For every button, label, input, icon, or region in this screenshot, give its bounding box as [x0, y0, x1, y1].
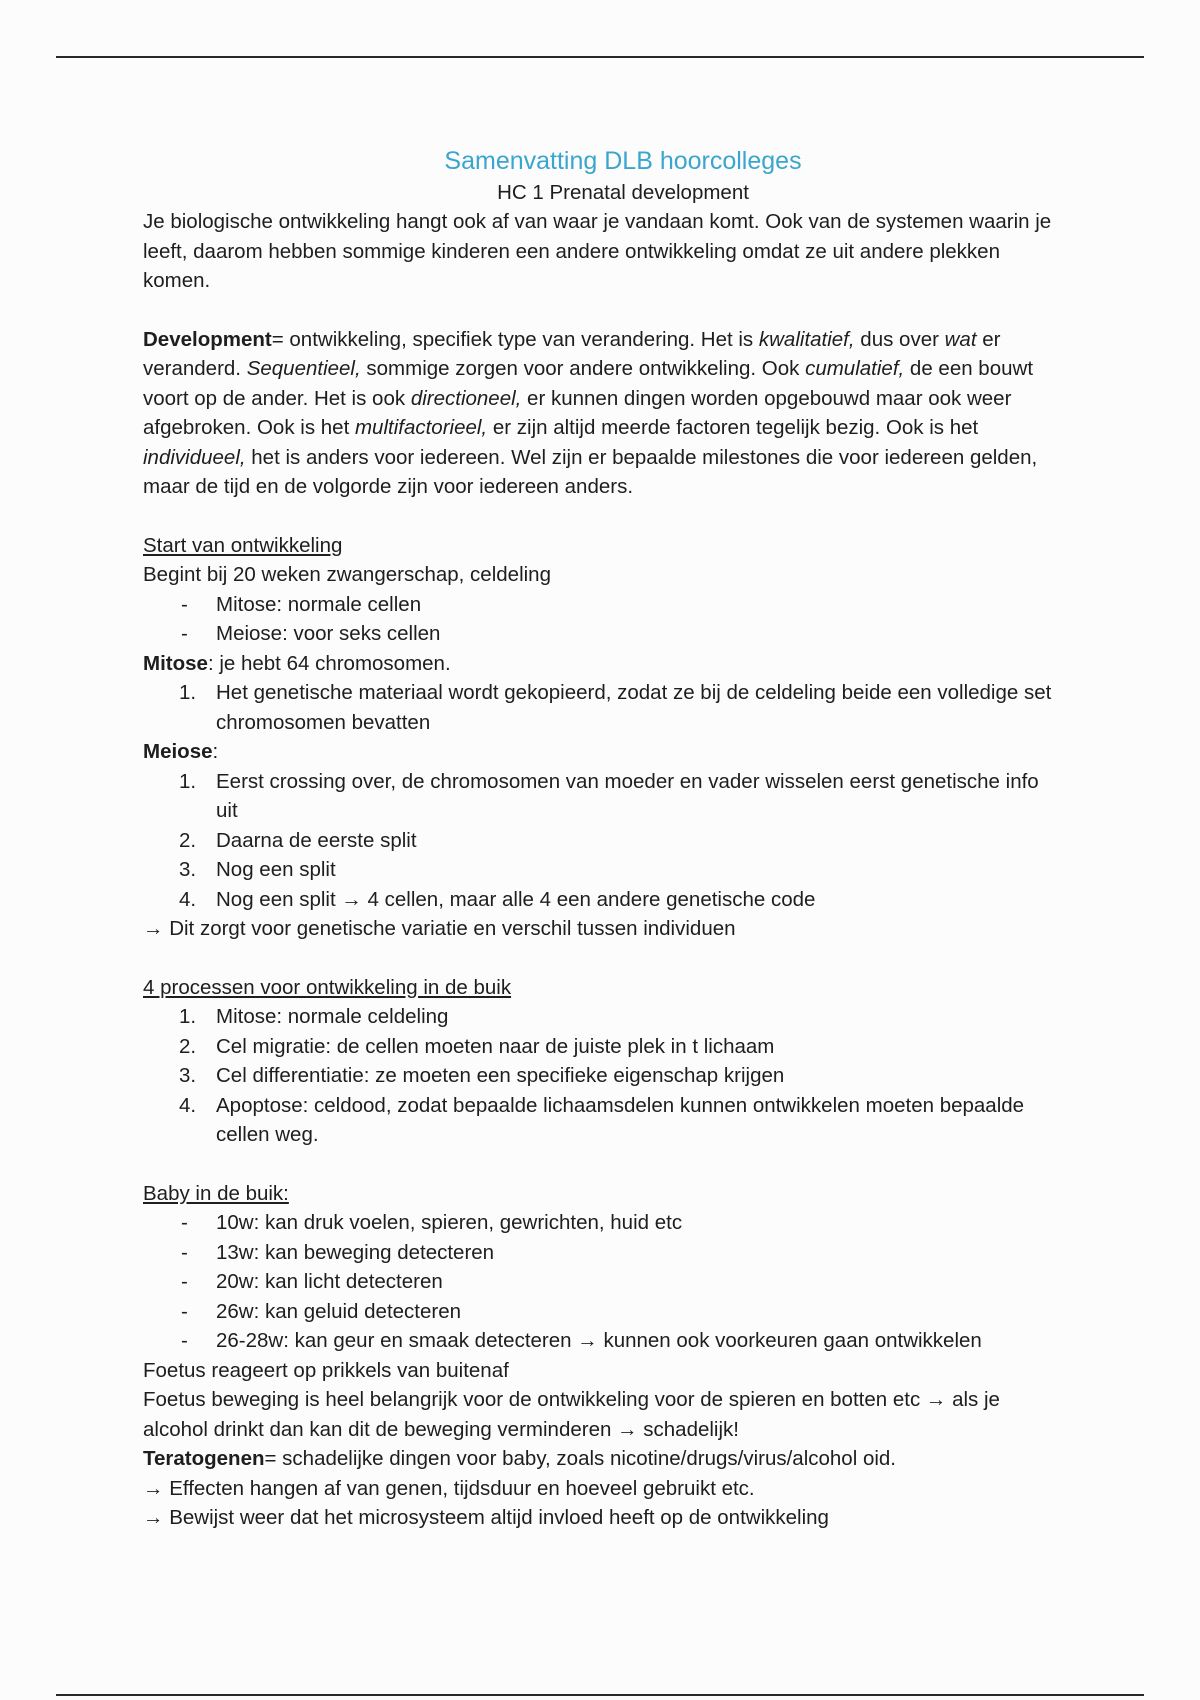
top-rule — [56, 56, 1144, 58]
list-item: 3. Nog een split — [179, 858, 336, 881]
list-item: 4. Apoptose: celdood, zodat bepaalde lichaamsdelen kunnen ontwikkelen moeten bepaalde cellen weg. — [179, 1093, 1025, 1146]
list-item: 2. Daarna de eerste split — [179, 828, 417, 852]
list-item: 3. Cel differentiatie: ze moeten een specifieke eigenschap krijgen — [179, 1064, 785, 1087]
mitose-line: Mitose: je hebt 64 chromosomen. — [143, 651, 451, 675]
list-item: 4. Nog een split → 4 cellen, maar alle 4 een andere genetische code — [179, 887, 816, 911]
list-item: 1. Eerst crossing over, de chromosomen van moeder en vader wisselen eerst genetische info uit — [179, 769, 1039, 822]
intro-paragraph: Je biologische ontwikkeling hangt ook af van waar je vandaan komt. Ook van de systemen waarin je leeft, daarom hebben sommige kinderen een andere ontwikkeling omdat ze uit andere plekken komen. — [143, 210, 1052, 292]
list-item: 1. Het genetische materiaal wordt gekopieerd, zodat ze bij de celdeling beide een volledige set chromosomen bevatten — [179, 681, 1052, 734]
teratogenen-term: Teratogenen — [143, 1447, 265, 1470]
document-subtitle: HC 1 Prenatal development — [497, 181, 749, 204]
list-item: - Mitose: normale cellen — [181, 592, 422, 616]
bottom-rule — [56, 1694, 1144, 1696]
foetus-reacts-line: Foetus reageert op prikkels van buitenaf — [143, 1358, 509, 1382]
teratogenen-line: Teratogenen= schadelijke dingen voor baby, zoals nicotine/drugs/virus/alcohol oid. — [143, 1447, 897, 1470]
development-paragraph: Development= ontwikkeling, specifiek type van verandering. Het is kwalitatief, dus over wat er veranderd. Sequentieel, sommige zorgen voor andere ontwikkeling. Ook cumulatief, de een bouwt voort op de ander. Het is ook directioneel, er kunnen dingen worden opgebouwd maar ook weer afgebroken. Ook is het multifactorieel, er zijn altijd meerde factoren tegelijk bezig. Ook is het individueel, het is anders voor iedereen. Wel zijn er bepaalde milestones die voor iedereen gelden, maar de tijd en de volgorde zijn voor iedereen anders. — [143, 327, 1038, 498]
section-heading-start: Start van ontwikkeling — [143, 533, 343, 557]
start-bullet-list — [143, 590, 1063, 649]
mitose-steps — [143, 678, 1063, 737]
genetic-variation-line: → Dit zorgt voor genetische variatie en verschil tussen individuen — [143, 917, 736, 940]
document-title: Samenvatting DLB hoorcolleges — [444, 147, 802, 175]
development-term: Development — [143, 327, 272, 351]
list-item: 2. Cel migratie: de cellen moeten naar de juiste plek in t lichaam — [179, 1034, 775, 1058]
list-item: - Meiose: voor seks cellen — [181, 622, 441, 645]
list-item: - 13w: kan beweging detecteren — [181, 1240, 495, 1264]
list-item: 1. Mitose: normale celdeling — [179, 1005, 449, 1028]
start-line: Begint bij 20 weken zwangerschap, celdeling — [143, 563, 551, 586]
document-page — [143, 143, 1063, 1533]
foetus-movement-line: Foetus beweging is heel belangrijk voor de ontwikkeling voor de spieren en botten etc → als je alcohol drinkt dan kan dit de beweging verminderen → schadelijk! — [143, 1388, 1000, 1441]
list-item: - 26-28w: kan geur en smaak detecteren → kunnen ook voorkeuren gaan ontwikkelen — [181, 1329, 982, 1352]
meiose-term: Meiose — [143, 740, 213, 763]
section-heading-processes: 4 processen voor ontwikkeling in de buik — [143, 975, 512, 999]
mitose-term: Mitose — [143, 651, 208, 675]
section-heading-baby: Baby in de buik: — [143, 1181, 289, 1205]
processes-list — [143, 1002, 1063, 1150]
effects-line: → Effecten hangen af van genen, tijdsduur en hoeveel gebruikt etc. — [143, 1476, 755, 1500]
list-item: - 10w: kan druk voelen, spieren, gewrichten, huid etc — [181, 1211, 683, 1234]
baby-list — [143, 1208, 1063, 1356]
microsystem-line: → Bewijst weer dat het microsysteem altijd invloed heeft op de ontwikkeling — [143, 1506, 829, 1529]
list-item: - 20w: kan licht detecteren — [181, 1270, 443, 1293]
list-item: - 26w: kan geluid detecteren — [181, 1299, 462, 1323]
meiose-line: Meiose: — [143, 740, 219, 763]
meiose-steps — [143, 767, 1063, 915]
